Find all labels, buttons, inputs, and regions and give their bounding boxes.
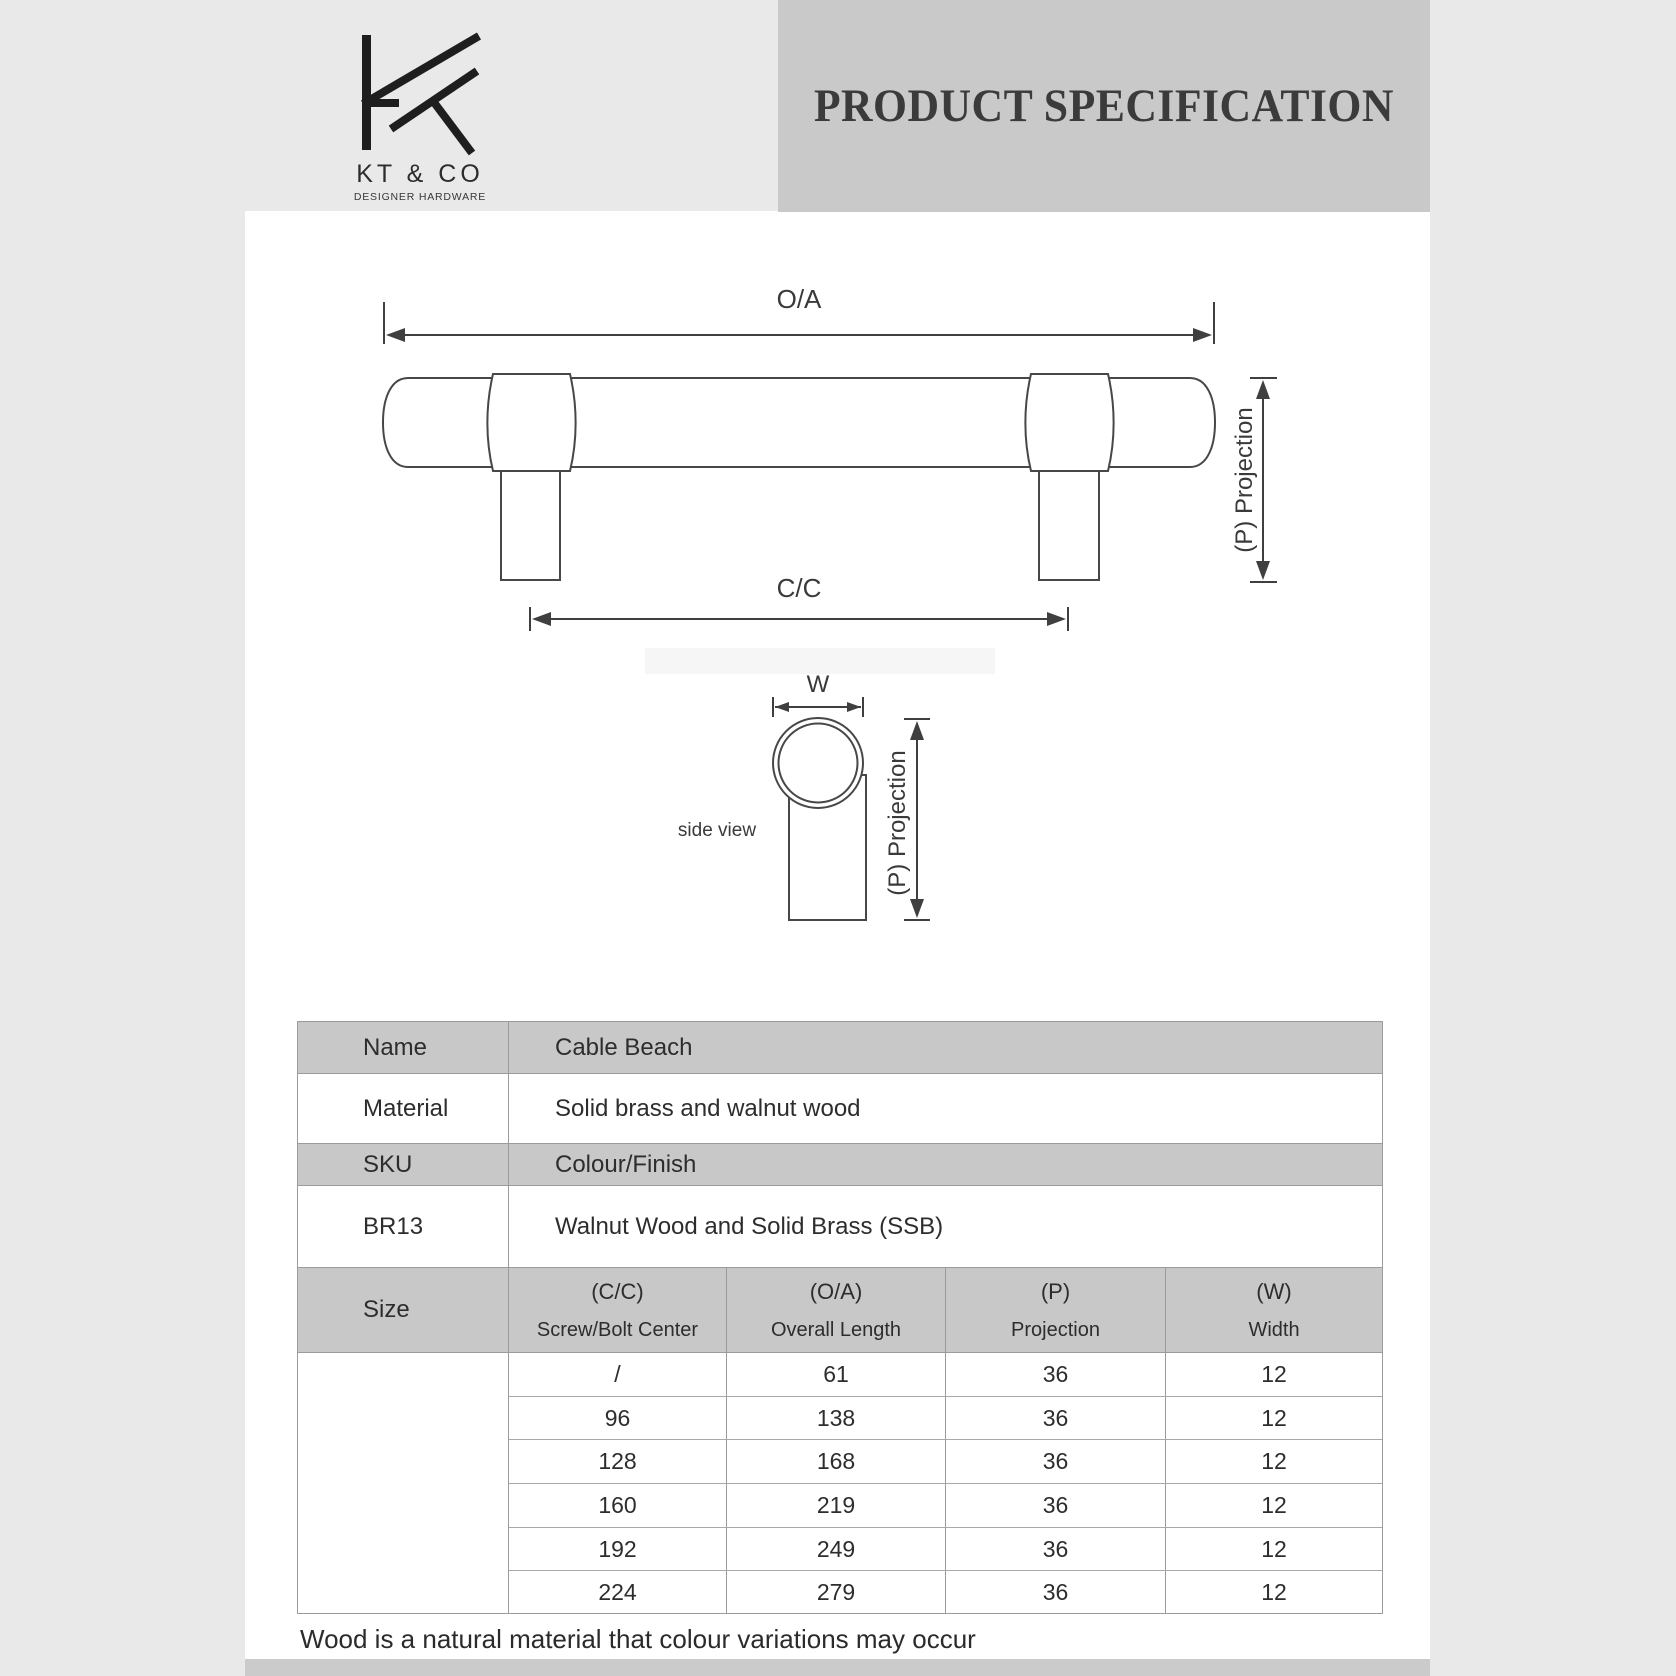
- right-post: [1039, 469, 1099, 580]
- side-view-caption: side view: [677, 820, 757, 841]
- right-collar: [1025, 374, 1113, 471]
- cc-dimension: [530, 607, 1068, 631]
- oa-arrow-left: [386, 328, 405, 342]
- spec-row-sku: [298, 1144, 1382, 1186]
- product-spec-table: [297, 1021, 1383, 1614]
- size-cell-oa: 249: [727, 1528, 946, 1571]
- size-header-row: [298, 1268, 1382, 1353]
- front-projection-arrow-up: [1256, 380, 1270, 399]
- col-code: (O/A): [809, 1278, 863, 1304]
- oa-arrow-right: [1193, 328, 1212, 342]
- technical-drawing: [245, 250, 1430, 960]
- size-cell-p: 36: [946, 1528, 1166, 1571]
- logo-brand-text: KT & CO: [356, 160, 484, 188]
- w-label: W: [806, 671, 830, 698]
- side-projection-label: (P) Projection: [884, 750, 911, 896]
- cc-arrow-left: [532, 612, 551, 626]
- size-cell-cc: /: [509, 1353, 727, 1396]
- spec-value: Cable Beach: [555, 1033, 693, 1061]
- size-cell-w: 12: [1261, 1360, 1287, 1387]
- size-row-label: Size: [298, 1268, 509, 1352]
- size-row: [509, 1484, 1382, 1528]
- size-col-header-oa: [727, 1268, 946, 1352]
- size-cell-oa: 279: [727, 1571, 946, 1614]
- spec-label: Name: [298, 1022, 509, 1073]
- page-title: PRODUCT SPECIFICATION: [813, 80, 1395, 132]
- size-row: [509, 1397, 1382, 1441]
- spec-row-material: [298, 1074, 1382, 1144]
- size-cell-p: 36: [946, 1571, 1166, 1614]
- size-cell-oa: 138: [727, 1397, 946, 1440]
- col-name: Projection: [1011, 1318, 1100, 1341]
- spec-value: Solid brass and walnut wood: [555, 1094, 861, 1122]
- col-name: Width: [1248, 1318, 1300, 1341]
- col-name: Overall Length: [770, 1318, 902, 1341]
- left-post: [501, 469, 560, 580]
- size-cell-p: 36: [946, 1397, 1166, 1440]
- side-ring-outer: [773, 718, 863, 808]
- spec-label: SKU: [298, 1144, 509, 1185]
- size-cell-p: 36: [946, 1440, 1166, 1483]
- size-cell-oa: 219: [727, 1484, 946, 1527]
- oa-label: O/A: [776, 284, 822, 314]
- spec-label: Material: [298, 1074, 509, 1143]
- spec-value: Walnut Wood and Solid Brass (SSB): [555, 1212, 944, 1240]
- size-spacer-cell: [298, 1353, 509, 1614]
- size-cell-cc: 224: [509, 1571, 727, 1614]
- spec-row-br13: [298, 1186, 1382, 1268]
- size-data-grid: [509, 1353, 1382, 1614]
- cc-arrow-right: [1047, 612, 1066, 626]
- front-projection-arrow-down: [1256, 561, 1270, 580]
- title-banner: [778, 0, 1430, 212]
- col-code: (C/C): [591, 1278, 644, 1304]
- side-projection-arrow-down: [910, 899, 924, 918]
- size-cell-oa: 168: [727, 1440, 946, 1483]
- size-cell-cc: 128: [509, 1440, 727, 1483]
- logo-tagline-text: DESIGNER HARDWARE: [353, 191, 487, 203]
- size-cell-p: 36: [946, 1353, 1166, 1396]
- size-cell-oa: 61: [727, 1353, 946, 1396]
- size-row: [509, 1440, 1382, 1484]
- spec-value: Colour/Finish: [555, 1150, 697, 1178]
- col-name: Screw/Bolt Center: [536, 1318, 699, 1341]
- side-projection-arrow-up: [910, 721, 924, 740]
- size-cell-w: 12: [1261, 1404, 1287, 1431]
- size-cell-w: 12: [1261, 1535, 1287, 1562]
- col-code: (P): [1040, 1278, 1071, 1304]
- size-cell-w: 12: [1261, 1491, 1287, 1518]
- col-code: (W): [1256, 1278, 1292, 1304]
- size-row: [509, 1528, 1382, 1572]
- spec-label: BR13: [298, 1186, 509, 1267]
- size-col-header-w: [1166, 1268, 1382, 1352]
- size-cell-p: 36: [946, 1484, 1166, 1527]
- size-col-header-cc: [509, 1268, 727, 1352]
- size-cell-w: 12: [1261, 1448, 1287, 1475]
- w-arrow-right: [847, 702, 861, 712]
- cc-label: C/C: [776, 573, 822, 603]
- w-arrow-left: [775, 702, 789, 712]
- size-data-area: [298, 1353, 1382, 1614]
- size-cell-cc: 192: [509, 1528, 727, 1571]
- size-cell-w: 12: [1261, 1579, 1287, 1606]
- size-col-header-p: [946, 1268, 1166, 1352]
- size-cell-cc: 96: [509, 1397, 727, 1440]
- footer-note: Wood is a natural material that colour variations may occur: [300, 1624, 976, 1654]
- spec-row-name: [298, 1022, 1382, 1074]
- size-cell-cc: 160: [509, 1484, 727, 1527]
- size-row: [509, 1353, 1382, 1397]
- left-collar: [487, 374, 575, 471]
- size-row: [509, 1571, 1382, 1614]
- front-projection-label: (P) Projection: [1231, 407, 1258, 553]
- bottom-gray-strip: [245, 1659, 1430, 1676]
